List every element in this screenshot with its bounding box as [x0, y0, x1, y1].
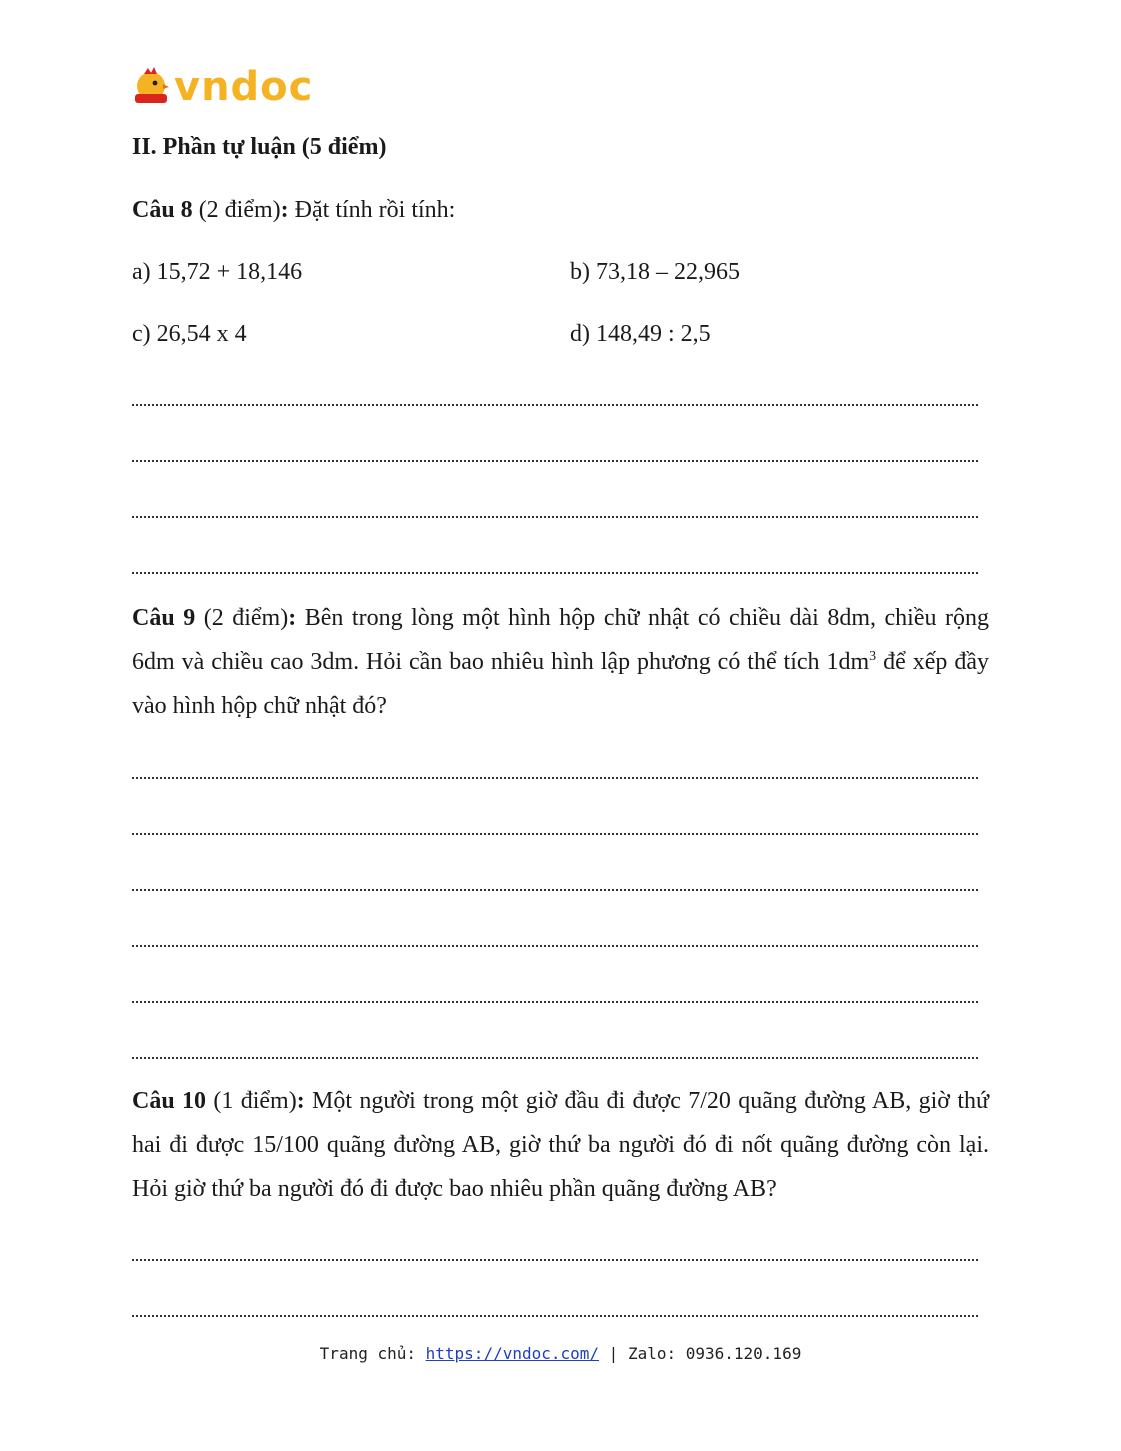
- question-10-points: (1 điểm): [206, 1088, 297, 1114]
- footer-zalo: Zalo: 0936.120.169: [627, 1344, 802, 1363]
- question-9-colon: :: [288, 605, 297, 631]
- answer-line: [132, 1313, 978, 1317]
- question-8-heading: [132, 195, 455, 225]
- question-8-item-a: a) 15,72 + 18,146: [132, 259, 303, 285]
- answer-line: [132, 1055, 978, 1059]
- footer-separator: |: [599, 1344, 628, 1363]
- answer-line: [132, 887, 978, 891]
- question-9-text: Bên trong lòng một hình hộp chữ nhật có chiều dài 8dm, chiều rộng 6dm và chiều cao 3dm. Hỏi cần bao nhiêu hình lập phương có thể tích 1dm: [132, 605, 989, 675]
- question-10-label: Câu 10: [132, 1088, 207, 1114]
- question-8-label: Câu 8: [132, 197, 193, 223]
- question-8-colon: :: [280, 197, 289, 223]
- question-9-text-end: để xếp đầy vào hình hộp chữ nhật đó?: [132, 649, 989, 719]
- logo-wordmark: vndoc: [174, 64, 314, 110]
- answer-line: [132, 514, 978, 518]
- answer-line: [132, 1257, 978, 1261]
- question-10: [132, 1079, 989, 1211]
- answer-line: [132, 943, 978, 947]
- question-8-item-d: d) 148,49 : 2,5: [570, 321, 711, 347]
- question-9-label: Câu 9: [132, 605, 196, 631]
- question-9-points: (2 điểm): [195, 605, 289, 631]
- question-8-points: (2 điểm): [192, 197, 281, 223]
- page-footer: [0, 1344, 1121, 1363]
- footer-home-link[interactable]: https://vndoc.com/: [425, 1344, 600, 1363]
- question-9: [132, 596, 989, 728]
- footer-home-label: Trang chủ:: [319, 1344, 426, 1363]
- answer-line: [132, 775, 978, 779]
- answer-line: [132, 570, 978, 574]
- section-title: II. Phần tự luận (5 điểm): [132, 134, 387, 160]
- answer-line: [132, 999, 978, 1003]
- question-9-superscript: 3: [869, 649, 877, 664]
- question-10-colon: :: [296, 1088, 305, 1114]
- question-8-item-c: c) 26,54 x 4: [132, 321, 247, 347]
- question-8-prompt: Đặt tính rồi tính:: [288, 197, 456, 223]
- answer-line: [132, 831, 978, 835]
- vndoc-logo: [132, 64, 313, 110]
- question-8-item-b: b) 73,18 – 22,965: [570, 259, 740, 285]
- answer-line: [132, 402, 978, 406]
- answer-line: [132, 458, 978, 462]
- question-10-text: Một người trong một giờ đầu đi được 7/20 quãng đường AB, giờ thứ hai đi được 15/100 quãng đường AB, giờ thứ ba người đó đi nốt quãng đường còn lại. Hỏi giờ thứ ba người đó đi được bao nhiêu phần quãng đường AB?: [132, 1088, 989, 1202]
- rooster-mascot-icon: [132, 66, 170, 108]
